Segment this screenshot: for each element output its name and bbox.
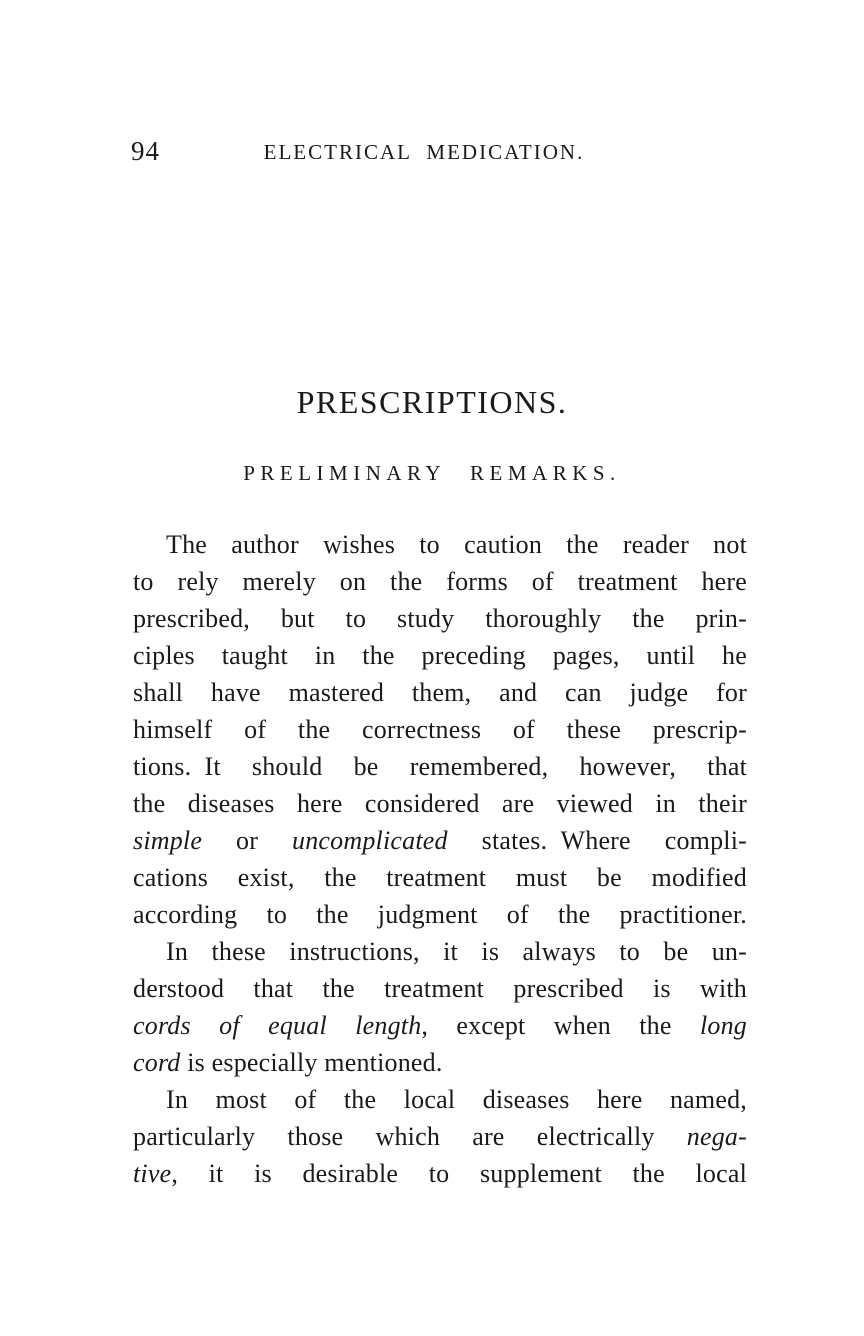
italic-text-segment: simple bbox=[133, 826, 203, 855]
italic-text-segment: nega- bbox=[686, 1122, 747, 1151]
text-segment: to rely merely on the forms of treatment here bbox=[133, 567, 747, 596]
text-line bbox=[133, 896, 747, 933]
section-title: PRESCRIPTIONS. bbox=[296, 384, 568, 420]
text-segment: ciples taught in the preceding pages, until he bbox=[133, 641, 747, 670]
text-line bbox=[133, 748, 747, 785]
text-segment: derstood that the treatment prescribed is with bbox=[133, 974, 747, 1003]
text-segment: the diseases here considered are viewed in their bbox=[133, 789, 747, 818]
text-segment: cations exist, the treatment must be modified bbox=[133, 863, 747, 892]
text-line bbox=[133, 563, 747, 600]
text-segment: states. Where compli- bbox=[447, 826, 747, 855]
running-header: ELECTRICAL MEDICATION. bbox=[263, 140, 585, 164]
text-line bbox=[133, 859, 747, 896]
text-segment: The author wishes to caution the reader not bbox=[166, 530, 747, 559]
text-line bbox=[133, 1044, 747, 1081]
text-segment: tions. It should be remembered, however, that bbox=[133, 752, 747, 781]
text-segment: In most of the local diseases here named, bbox=[166, 1085, 747, 1114]
text-segment: , except when the bbox=[421, 1011, 700, 1040]
italic-text-segment: tive bbox=[133, 1159, 172, 1188]
text-line bbox=[133, 785, 747, 822]
italic-text-segment: cords of equal length bbox=[133, 1011, 422, 1040]
text-line bbox=[133, 600, 747, 637]
text-line bbox=[133, 674, 747, 711]
text-segment: is especially mentioned. bbox=[180, 1048, 443, 1077]
text-segment: particularly those which are electrically bbox=[133, 1122, 687, 1151]
text-segment: In these instructions, it is always to be un- bbox=[166, 937, 747, 966]
text-line bbox=[133, 711, 747, 748]
text-segment: shall have mastered them, and can judge for bbox=[133, 678, 747, 707]
text-line bbox=[133, 1155, 747, 1192]
text-segment: himself of the correctness of these prescrip- bbox=[133, 715, 747, 744]
text-line bbox=[133, 822, 747, 859]
text-block bbox=[133, 526, 747, 1192]
text-segment: according to the judgment of the practitioner. bbox=[133, 900, 747, 929]
text-line bbox=[133, 526, 747, 563]
text-segment: prescribed, but to study thoroughly the prin- bbox=[133, 604, 747, 633]
text-line bbox=[133, 970, 747, 1007]
italic-text-segment: cord bbox=[133, 1048, 181, 1077]
text-segment: , it is desirable to supplement the local bbox=[171, 1159, 747, 1188]
text-line bbox=[133, 1081, 747, 1118]
page-number: 94 bbox=[131, 136, 160, 166]
italic-text-segment: long bbox=[699, 1011, 747, 1040]
text-line bbox=[133, 1007, 747, 1044]
text-line bbox=[133, 933, 747, 970]
text-line bbox=[133, 637, 747, 674]
text-line bbox=[133, 1118, 747, 1155]
subsection-title: PRELIMINARY REMARKS. bbox=[243, 461, 621, 485]
italic-text-segment: uncomplicated bbox=[292, 826, 448, 855]
text-segment: or bbox=[202, 826, 293, 855]
